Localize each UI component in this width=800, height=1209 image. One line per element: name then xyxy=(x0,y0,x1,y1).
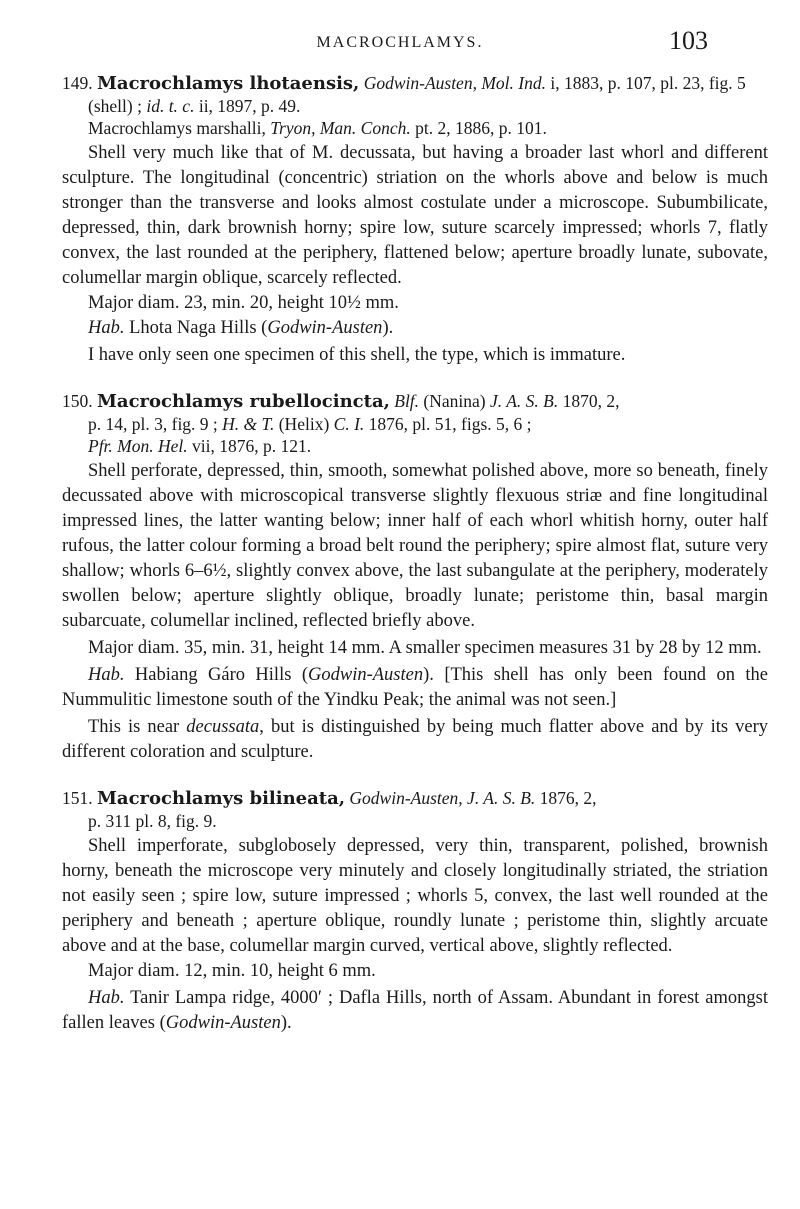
running-head: MACROCHLAMYS. xyxy=(316,34,484,51)
entry-citation: 150. Macrochlamys rubellocincta, Blf. (Nanina) J. A. S. B. 1870, 2, p. 14, pl. 3, fig. 9 ; H. & T. (Helix) C. I. 1876, pl. 51, figs. 5, 6 ; Pfr. Mon. Hel. vii, 1876, p. 121. xyxy=(62,391,620,456)
species-entry-151 xyxy=(62,787,768,1036)
entry-number: 151. xyxy=(62,788,93,808)
citation-text: i, 1883, xyxy=(545,73,604,93)
shell-description: Shell very much like that of M. decussata, but having a broader last whorl and different sculpture. The longitudinal (concentric) striation on the whorls above and below is much stronger than the transverse and looks almost costulate under a microscope. Subumbilicate, depressed, thin, dark brownish horny; spire low, suture scarcely impressed; whorls 7, flatly convex, the last rounded at the periphery, flattened below; aperture broadly lunate, subovate, columellar margin oblique, scarcely reflected. xyxy=(62,143,768,288)
entry-number: 149. xyxy=(62,73,93,93)
author-reference: Godwin-Austen, Mol. Ind. xyxy=(363,73,546,93)
entry-citation xyxy=(62,72,768,139)
citation-text: p. 107, pl. 23, fig. 5 (shell) ; xyxy=(88,73,746,116)
citation-ref: Tryon, Man. Conch. xyxy=(270,118,411,138)
measurements: Major diam. 35, min. 31, height 14 mm. A smaller specimen measures 31 by 28 by 12 mm. xyxy=(88,638,762,658)
citation-text: ii, 1897, p. 49. xyxy=(194,96,301,116)
page-number: 103 xyxy=(669,26,708,55)
species-name: Macrochlamys lhotaensis, xyxy=(97,73,360,94)
habitat: Hab. Lhota Naga Hills (Godwin-Austen). xyxy=(88,318,394,338)
species-name: Macrochlamys bilineata, xyxy=(97,788,346,809)
entry-number: 150. xyxy=(62,391,93,411)
shell-description: Shell imperforate, subglobosely depressed, very thin, transparent, polished, brownish horny, beneath the microscope very minutely and closely longitudinally striated, the striation not easily seen ; spire low, suture impressed ; whorls 5, convex, the last well rounded at the periphery and beneath ; aperture oblique, roundly lunate ; peristome thin, slightly arcuate above and at the base, columellar margin curved, vertical above, slightly reflected. xyxy=(62,836,768,956)
species-name: Macrochlamys rubellocincta, xyxy=(97,391,390,412)
remark: This is near decussata, but is distinguished by being much flatter above and by its very different coloration and sculpture. xyxy=(62,717,768,762)
synonym-name: Macrochlamys marshalli, xyxy=(88,118,266,138)
species-entry-149 xyxy=(62,72,768,368)
measurements: Major diam. 12, min. 10, height 6 mm. xyxy=(88,961,376,981)
habitat: Hab. Tanir Lampa ridge, 4000′ ; Dafla Hills, north of Assam. Abundant in forest amongst fallen leaves (Godwin-Austen). xyxy=(62,988,768,1033)
page-header xyxy=(0,24,800,64)
citation-ref: id. t. c. xyxy=(146,96,195,116)
species-entry-150 xyxy=(62,390,768,765)
entry-citation: 151. Macrochlamys bilineata, Godwin-Austen, J. A. S. B. 1876, 2, p. 311 pl. 8, fig. 9. xyxy=(62,788,597,831)
measurements: Major diam. 23, min. 20, height 10½ mm. xyxy=(88,293,399,313)
citation-text: pt. 2, 1886, p. 101. xyxy=(410,118,547,138)
habitat: Hab. Habiang Gáro Hills (Godwin-Austen). [This shell has only been found on the Nummulitic limestone south of the Yindku Peak; the animal was not seen.] xyxy=(62,665,769,710)
shell-description: Shell perforate, depressed, thin, smooth, somewhat polished above, more so beneath, finely decussated above with microscopical transverse slightly flexuous striæ and fine longitudinal impressed lines, the latter wanting below; inner half of each whorl whitish horny, outer half rufous, the latter colour forming a broad belt round the periphery; spire almost flat, suture very shallow; whorls 6–6½, slightly convex above, the last subangulate at the periphery, moderately swollen below; aperture slightly oblique, broadly lunate; peristome thin, basal margin subarcuate, columellar inclined, reflected briefly above. xyxy=(62,461,768,631)
remark: I have only seen one specimen of this shell, the type, which is immature. xyxy=(88,345,626,365)
author-reference: Blf. xyxy=(394,391,420,411)
page-body xyxy=(62,72,768,1058)
author-reference: Godwin-Austen, J. A. S. B. xyxy=(349,788,536,808)
